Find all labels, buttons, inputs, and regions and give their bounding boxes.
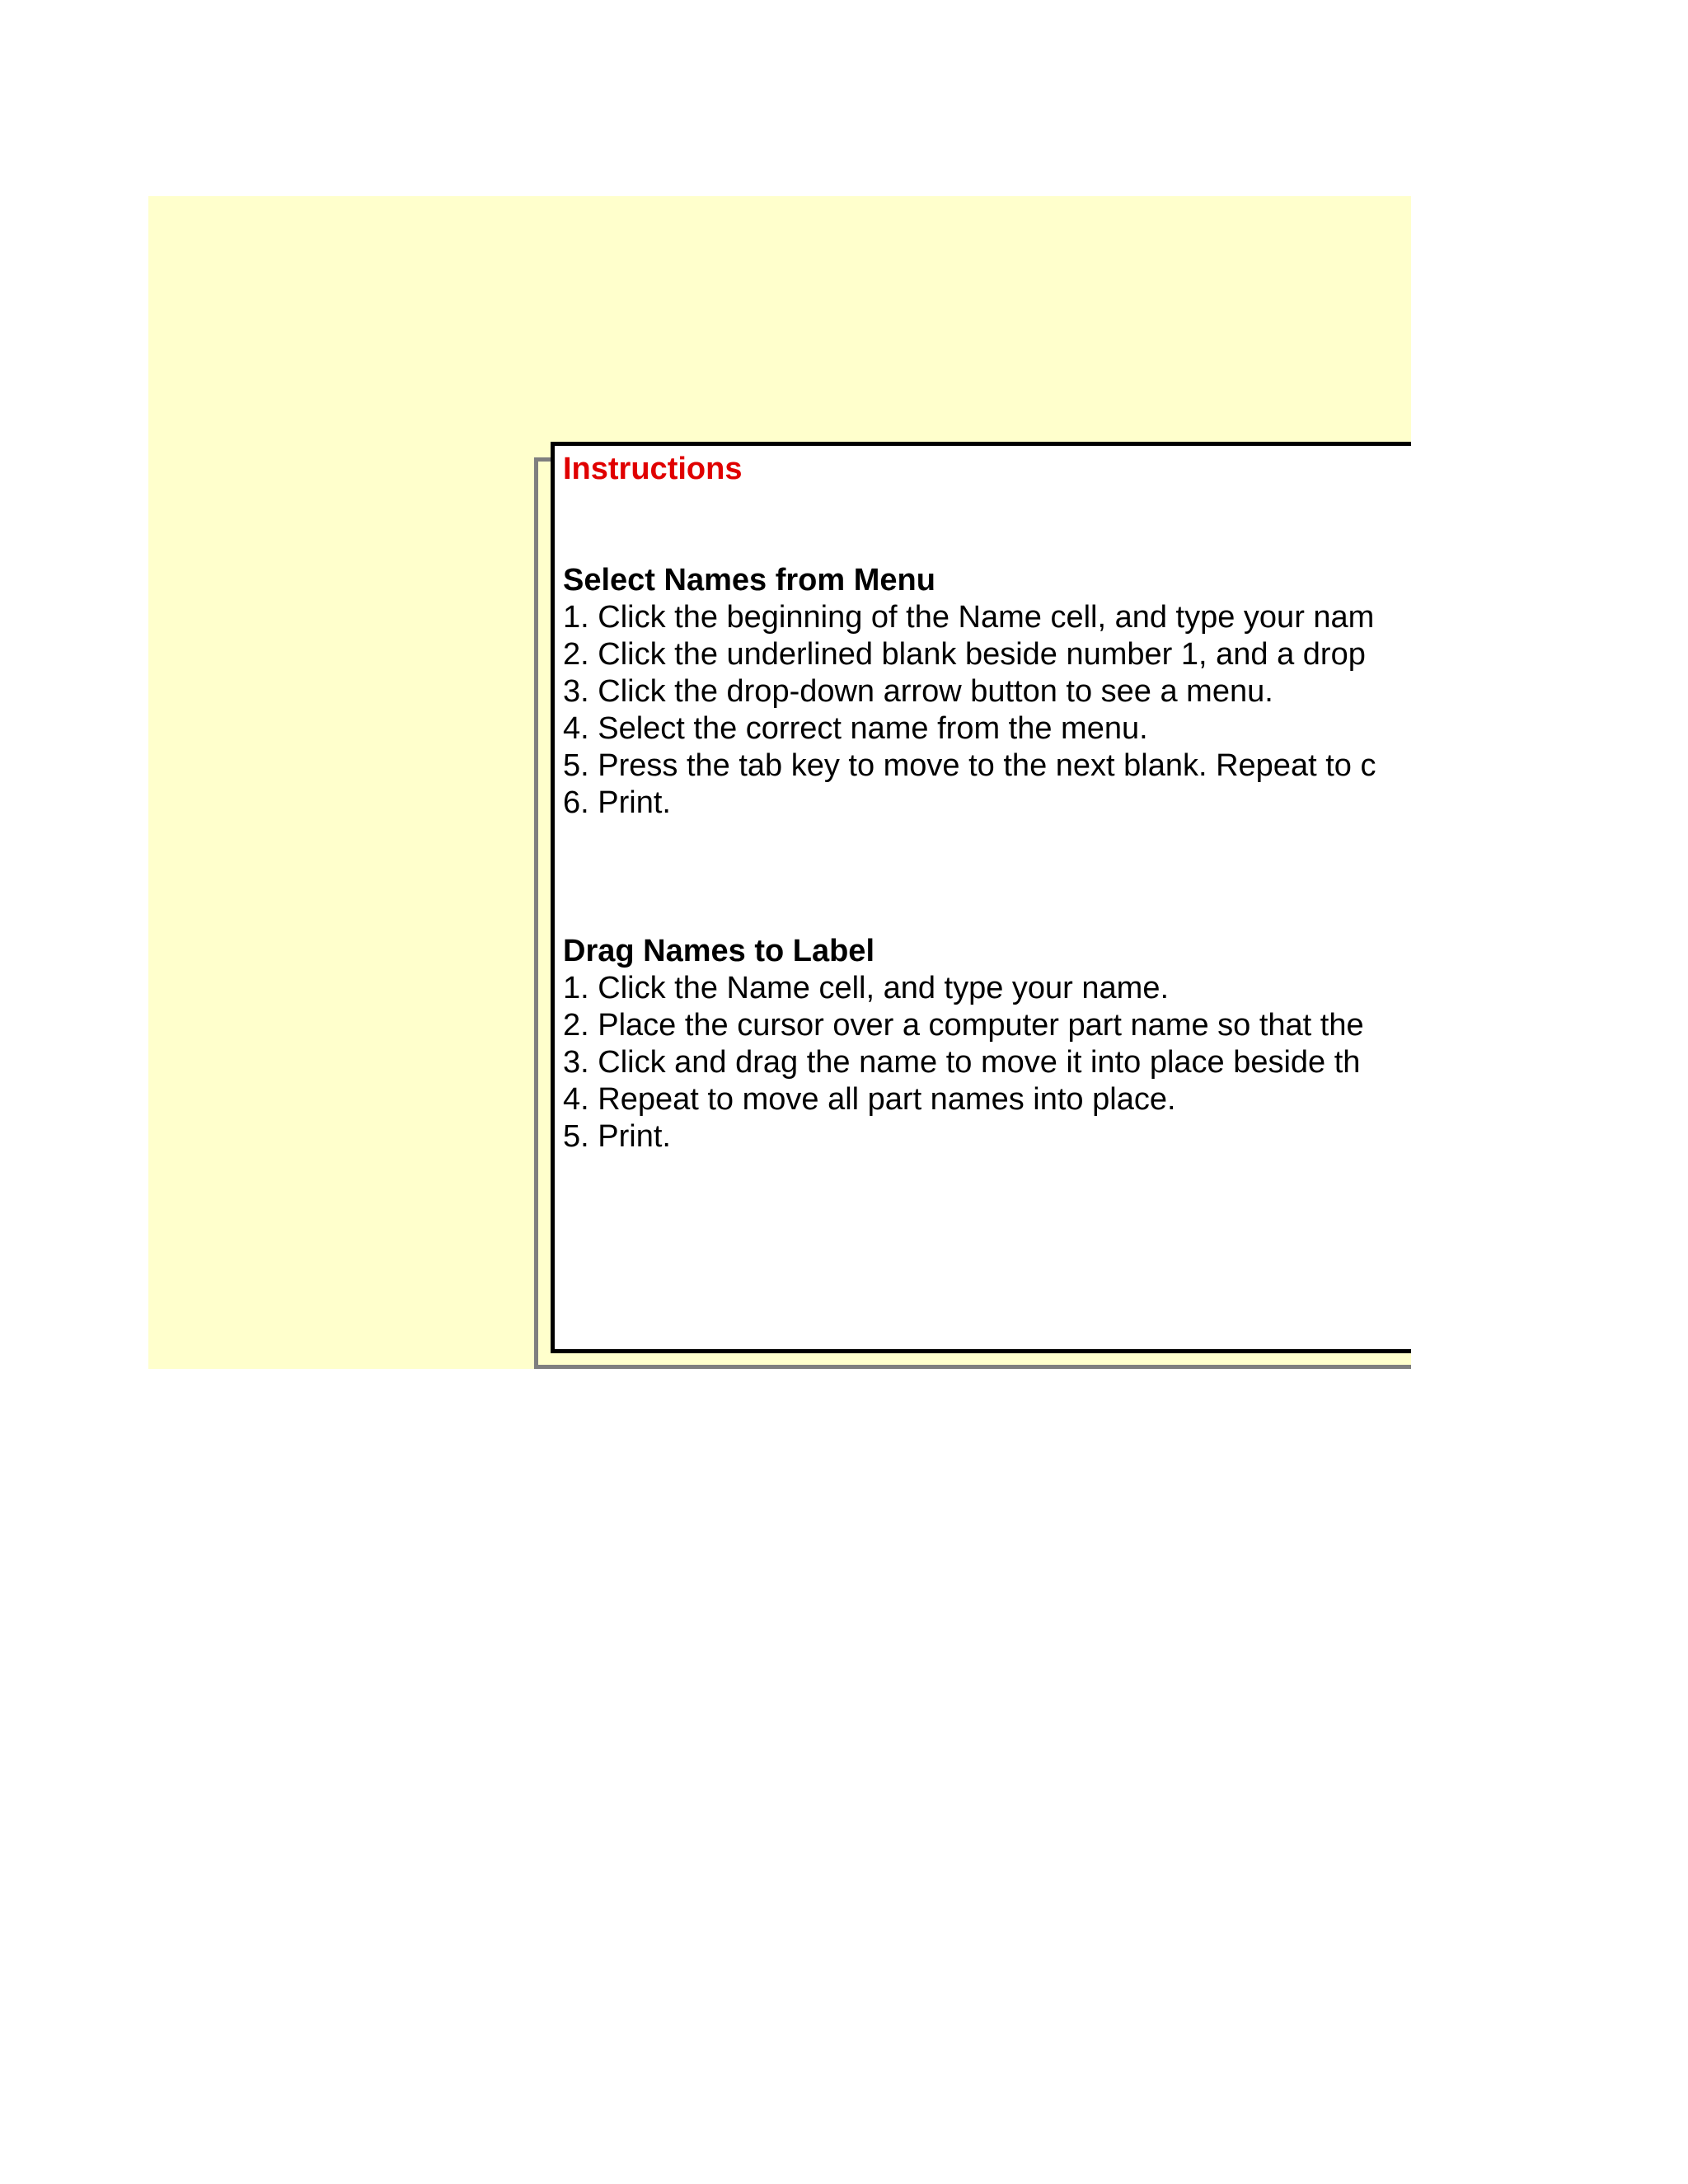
section-heading-select-names: Select Names from Menu	[563, 563, 935, 598]
drag-step-2: 2. Place the cursor over a computer part name so that the	[563, 1008, 1364, 1043]
select-step-2: 2. Click the underlined blank beside number 1, and a drop	[563, 637, 1366, 672]
select-step-1: 1. Click the beginning of the Name cell, and type your nam	[563, 600, 1375, 635]
drag-step-3: 3. Click and drag the name to move it into place beside th	[563, 1045, 1361, 1080]
instructions-title: Instructions	[563, 452, 743, 486]
instructions-text-box	[551, 442, 1411, 1353]
select-step-4: 4. Select the correct name from the menu.	[563, 711, 1148, 746]
select-step-6: 6. Print.	[563, 785, 671, 820]
drag-step-5: 5. Print.	[563, 1119, 671, 1154]
drag-step-1: 1. Click the Name cell, and type your name.	[563, 971, 1170, 1005]
select-step-3: 3. Click the drop-down arrow button to see a menu.	[563, 674, 1273, 709]
section-heading-drag-names: Drag Names to Label	[563, 934, 874, 968]
select-step-5: 5. Press the tab key to move to the next blank. Repeat to c	[563, 748, 1376, 783]
instructions-content	[563, 451, 1376, 1155]
drag-step-4: 4. Repeat to move all part names into place.	[563, 1082, 1176, 1117]
